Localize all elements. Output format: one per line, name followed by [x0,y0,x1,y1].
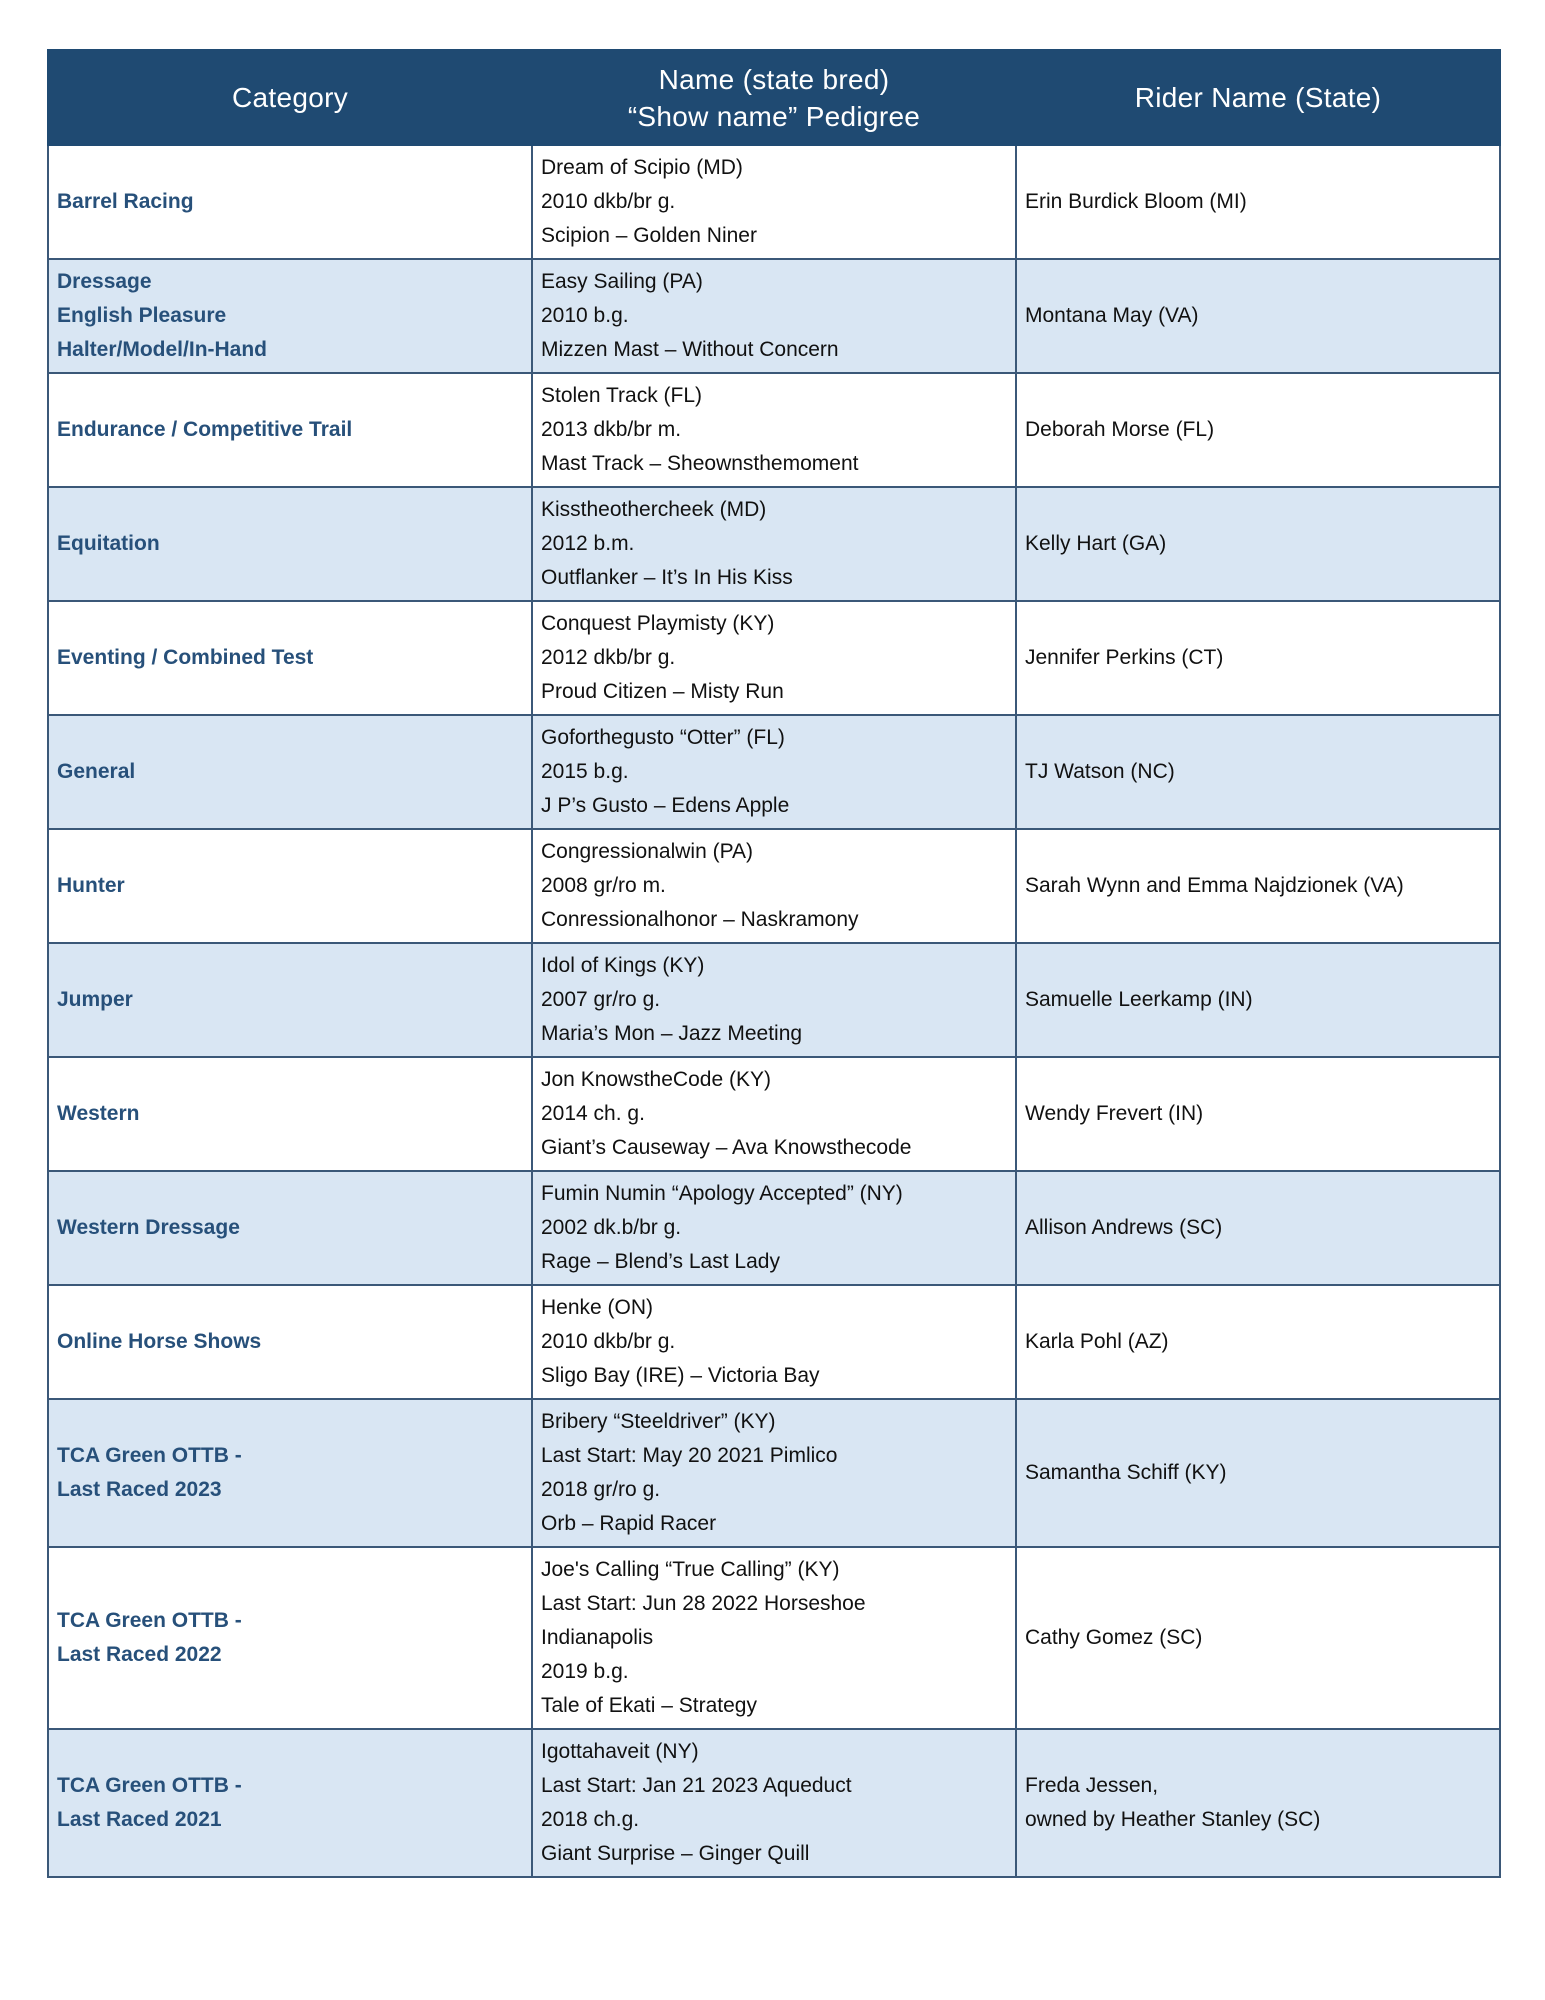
rider-cell [1016,1729,1500,1877]
rider-line: Erin Burdick Bloom (MI) [1025,190,1247,213]
rider-cell [1016,145,1500,259]
header-rider: Rider Name (State) [1016,50,1500,145]
horse-line: 2010 dkb/br g. [541,1330,676,1353]
horse-cell [532,373,1016,487]
category-line: Barrel Racing [57,190,194,213]
horse-line: Scipion – Golden Niner [541,224,757,247]
horse-line: 2015 b.g. [541,760,629,783]
horse-line: Conquest Playmisty (KY) [541,612,775,635]
horse-line: 2014 ch. g. [541,1102,645,1125]
table-row [48,1399,1500,1547]
rider-cell [1016,715,1500,829]
horse-line: Dream of Scipio (MD) [541,156,743,179]
horse-line: Giant’s Causeway – Ava Knowsthecode [541,1136,912,1159]
rider-line: Cathy Gomez (SC) [1025,1626,1203,1649]
rider-line: Montana May (VA) [1025,304,1199,327]
category-cell [48,1547,532,1729]
header-category: Category [48,50,532,145]
rider-line: Sarah Wynn and Emma Najdzionek (VA) [1025,874,1404,897]
horse-cell [532,1285,1016,1399]
horse-line: 2007 gr/ro g. [541,988,661,1011]
rider-cell [1016,1285,1500,1399]
horse-line: Mast Track – Sheownsthemoment [541,452,859,475]
horse-line: 2013 dkb/br m. [541,418,682,441]
horse-line: Henke (ON) [541,1296,654,1319]
header-name-line-2: “Show name” Pedigree [627,100,921,132]
rider-line: Freda Jessen, [1025,1774,1159,1797]
category-cell [48,145,532,259]
horse-line: Mizzen Mast – Without Concern [541,338,839,361]
horse-cell [532,259,1016,373]
category-line: TCA Green OTTB - [57,1609,242,1632]
horse-cell [532,1729,1016,1877]
horse-line: Proud Citizen – Misty Run [541,680,784,703]
table-row [48,487,1500,601]
category-line: Halter/Model/In-Hand [57,338,268,361]
rider-line: Jennifer Perkins (CT) [1025,646,1224,669]
table-row [48,601,1500,715]
rider-cell [1016,1547,1500,1729]
horse-line: 2012 dkb/br g. [541,646,676,669]
horse-line: Maria’s Mon – Jazz Meeting [541,1022,803,1045]
category-line: English Pleasure [57,304,227,327]
horse-cell [532,1399,1016,1547]
category-line: TCA Green OTTB - [57,1444,242,1467]
rider-line: TJ Watson (NC) [1025,760,1175,783]
horse-line: Rage – Blend’s Last Lady [541,1250,780,1273]
horse-line: 2018 gr/ro g. [541,1478,661,1501]
horse-cell [532,829,1016,943]
rider-line: owned by Heather Stanley (SC) [1025,1808,1321,1831]
horse-line: Goforthegusto “Otter” (FL) [541,726,785,749]
horse-line: 2010 dkb/br g. [541,190,676,213]
table-row [48,259,1500,373]
rider-cell [1016,1057,1500,1171]
category-line: TCA Green OTTB - [57,1774,242,1797]
rider-cell [1016,1171,1500,1285]
category-line: Last Raced 2021 [57,1808,222,1831]
horse-line: 2008 gr/ro m. [541,874,666,897]
category-line: Online Horse Shows [57,1330,262,1353]
header-name-line-1: Name (state bred) [658,63,890,95]
rider-cell [1016,943,1500,1057]
horse-line: 2002 dk.b/br g. [541,1216,682,1239]
rider-line: Deborah Morse (FL) [1025,418,1215,441]
awards-table [47,49,1501,1878]
category-cell [48,1399,532,1547]
category-cell [48,373,532,487]
horse-line: Jon KnowstheCode (KY) [541,1068,771,1091]
category-line: Western [57,1102,140,1125]
horse-line: Sligo Bay (IRE) – Victoria Bay [541,1364,820,1387]
table-row [48,1057,1500,1171]
table-row [48,943,1500,1057]
table-row [48,715,1500,829]
horse-line: Last Start: Jan 21 2023 Aqueduct [541,1774,852,1797]
horse-line: 2010 b.g. [541,304,629,327]
horse-line: Last Start: Jun 28 2022 Horseshoe [541,1592,866,1615]
table-body [48,145,1500,1877]
horse-cell [532,145,1016,259]
horse-cell [532,1547,1016,1729]
category-line: Western Dressage [57,1216,240,1239]
category-cell [48,715,532,829]
horse-cell [532,1057,1016,1171]
horse-line: J P’s Gusto – Edens Apple [541,794,790,817]
category-cell [48,1285,532,1399]
table-header [48,50,1500,145]
category-line: Last Raced 2023 [57,1478,222,1501]
category-cell [48,259,532,373]
rider-line: Allison Andrews (SC) [1025,1216,1223,1239]
horse-line: Outflanker – It’s In His Kiss [541,566,793,589]
rider-cell [1016,601,1500,715]
rider-cell [1016,259,1500,373]
horse-cell [532,1171,1016,1285]
category-line: Endurance / Competitive Trail [57,418,353,441]
horse-line: 2012 b.m. [541,532,635,555]
horse-cell [532,487,1016,601]
horse-line: 2018 ch.g. [541,1808,640,1831]
horse-line: Kisstheothercheek (MD) [541,498,767,521]
category-line: General [57,760,136,783]
horse-line: Giant Surprise – Ginger Quill [541,1842,810,1865]
category-cell [48,487,532,601]
category-line: Last Raced 2022 [57,1643,222,1666]
horse-line: Indianapolis [541,1626,654,1649]
header-name-pedigree [532,50,1016,145]
rider-line: Samantha Schiff (KY) [1025,1461,1227,1484]
category-cell [48,1729,532,1877]
category-line: Equitation [57,532,160,555]
rider-line: Samuelle Leerkamp (IN) [1025,988,1253,1011]
category-line: Eventing / Combined Test [57,646,314,669]
rider-cell [1016,1399,1500,1547]
table-row [48,1547,1500,1729]
rider-cell [1016,829,1500,943]
horse-line: Last Start: May 20 2021 Pimlico [541,1444,838,1467]
category-cell [48,601,532,715]
category-line: Jumper [57,988,133,1011]
horse-line: Congressionalwin (PA) [541,840,754,863]
horse-line: Idol of Kings (KY) [541,954,705,977]
horse-line: 2019 b.g. [541,1660,629,1683]
horse-cell [532,601,1016,715]
horse-line: Conressionalhonor – Naskramony [541,908,859,931]
rider-cell [1016,373,1500,487]
category-cell [48,943,532,1057]
table-row [48,1285,1500,1399]
horse-line: Bribery “Steeldriver” (KY) [541,1410,776,1433]
horse-line: Fumin Numin “Apology Accepted” (NY) [541,1182,903,1205]
horse-cell [532,715,1016,829]
category-cell [48,829,532,943]
category-line: Hunter [57,874,125,897]
rider-line: Karla Pohl (AZ) [1025,1330,1169,1353]
horse-line: Stolen Track (FL) [541,384,703,407]
rider-line: Kelly Hart (GA) [1025,532,1167,555]
horse-line: Tale of Ekati – Strategy [541,1694,757,1717]
table-row [48,145,1500,259]
table-row [48,373,1500,487]
horse-line: Joe's Calling “True Calling” (KY) [541,1558,840,1581]
rider-line: Wendy Frevert (IN) [1025,1102,1204,1125]
category-line: Dressage [57,270,152,293]
table-row [48,1729,1500,1877]
category-cell [48,1171,532,1285]
table-row [48,829,1500,943]
rider-cell [1016,487,1500,601]
horse-line: Igottahaveit (NY) [541,1740,699,1763]
table-row [48,1171,1500,1285]
horse-cell [532,943,1016,1057]
horse-line: Orb – Rapid Racer [541,1512,717,1535]
horse-line: Easy Sailing (PA) [541,270,703,293]
category-cell [48,1057,532,1171]
